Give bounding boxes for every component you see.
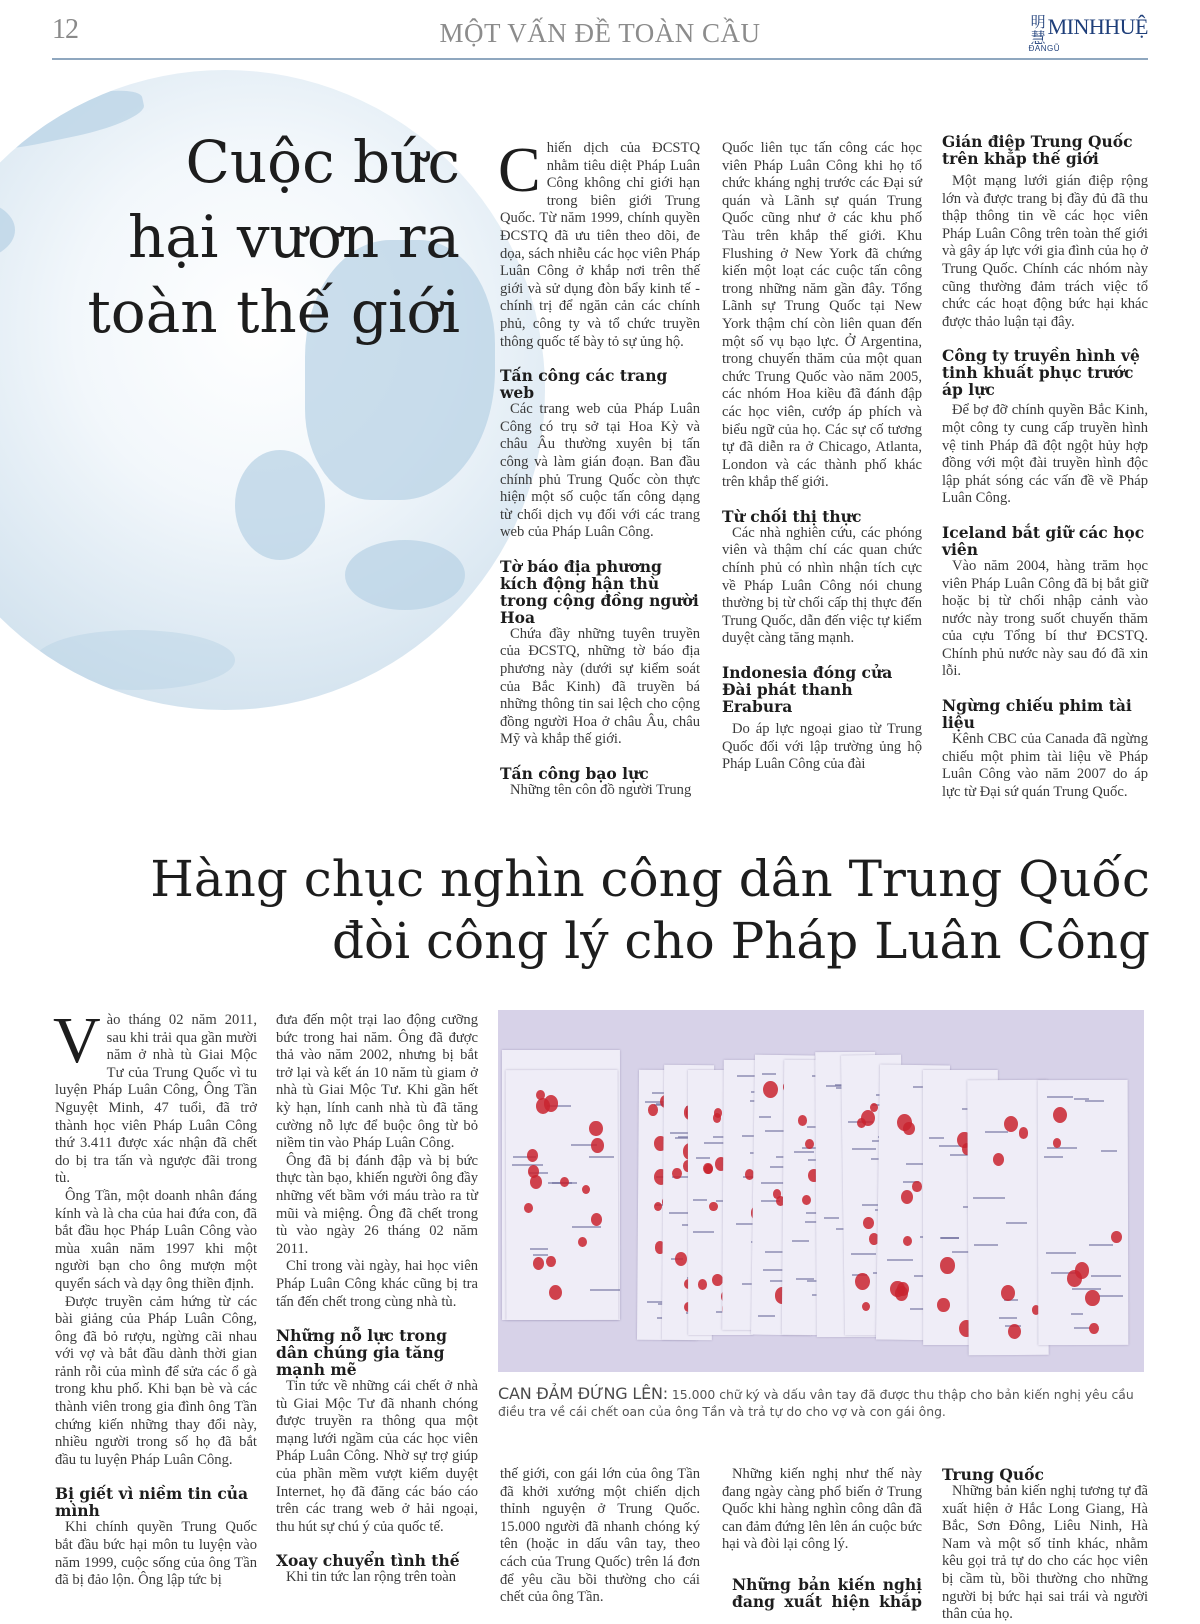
red-fingerprint [533, 1257, 544, 1270]
handwritten-signature [1046, 1252, 1076, 1254]
header-rule [52, 58, 1148, 60]
section-heading: Tờ báo địa phương kích động hận thù trong cộng đồng người Hoa [500, 556, 699, 627]
section-heading: Xoay chuyển tình thế [276, 1551, 460, 1571]
handwritten-signature [1074, 1327, 1091, 1329]
red-fingerprint [675, 1252, 687, 1266]
petition-fingerprints-photo [498, 1010, 1144, 1372]
section-body: Các trang web của Pháp Luân Công có trụ sở tại Hoa Kỳ và châu Âu thường xuyên bị tấn công và làm gián đoạn. Ban đầu chính phủ Trung Quốc còn thực hiện một số cuộc tấn công dạng từ chối dịch vụ đối với các trang web của Pháp Luân Công. [500, 401, 700, 541]
handwritten-signature [693, 1231, 714, 1233]
red-fingerprint [1085, 1290, 1099, 1307]
handwritten-signature [940, 1237, 959, 1239]
headline-line: hại vươn ra [127, 203, 460, 271]
handwritten-signature [589, 1156, 614, 1158]
red-fingerprint [698, 1279, 707, 1290]
section-heading: Những nỗ lực trong dân chúng gia tăng mạnh mẽ [276, 1326, 447, 1380]
handwritten-signature [973, 1197, 1004, 1199]
globe-landmass [235, 450, 325, 560]
drop-cap: C [498, 134, 541, 205]
section-heading-continued: Trung Quốc [942, 1465, 1044, 1484]
handwritten-signature [887, 1259, 913, 1261]
handwritten-signature [693, 1199, 707, 1201]
handwritten-signature [533, 1254, 548, 1256]
handwritten-signature [1071, 1313, 1083, 1315]
handwritten-signature [737, 1075, 757, 1077]
logo-han-bottom: 慧 [1030, 29, 1046, 47]
red-fingerprint [709, 1202, 717, 1212]
section-heading: Gián điệp Trung Quốc trên khắp thế giới [942, 132, 1133, 168]
red-fingerprint [524, 1203, 533, 1213]
section-body-continued: Quốc liên tục tấn công các học viên Pháp Luân Công khi họ tổ chức kháng nghị trước các Đại sứ quán và Lãnh sự quán Trung Quốc cũng như ở các khu phố Tàu trên khắp thế giới. Khu Flushing ở New York đã chứng kiến một loạt các cuộc tấn công trong những năm gần đây. Tổng Lãnh sự Trung Quốc tại New York thậm chí còn liên quan đến một số vụ bạo lực. Ở Argentina, trong chuyến thăm của một quan chức Trung Quốc vào năm 2005, các nhóm Hoa kiều đã đánh đập các học viên, cướp áp phích và biểu ngữ của họ. Các sự cố tương tự đã diễn ra ở Chicago, Atlanta, London và các thành phố khác trên khắp thế giới. [722, 140, 922, 491]
handwritten-signature [1089, 1244, 1113, 1246]
section-heading: Ngừng chiếu phim tài liệu [942, 696, 1132, 733]
logo-subtitle: ĐANGŨ [1028, 44, 1060, 53]
red-fingerprint [1001, 1285, 1015, 1301]
drop-cap: V [53, 1004, 101, 1077]
handwritten-signature [985, 1131, 1008, 1133]
headline-line: đòi công lý cho Pháp Luân Công [332, 912, 1150, 970]
red-fingerprint [940, 1257, 954, 1274]
globe-landmass [35, 630, 235, 690]
handwritten-signature [761, 1182, 786, 1184]
handwritten-signature [1047, 1147, 1077, 1149]
red-fingerprint [1008, 1324, 1021, 1339]
headline-persecution-worldwide [20, 125, 460, 350]
article-column-8 [942, 1466, 1148, 1624]
section-body: Vào năm 2004, hàng trăm học viên Pháp Luân Công đã bị bắt giữ hoặc bị từ chối nhập cảnh vào nước này trong suốt chuyến thăm của cựu Tổng bí thư ĐCSTQ. Chính phủ nước này sau đó đã xin lỗi. [942, 557, 1148, 680]
handwritten-signature [572, 1226, 601, 1228]
red-fingerprint [862, 1302, 870, 1311]
handwritten-signature [1101, 1150, 1117, 1152]
handwritten-signature [1085, 1100, 1104, 1102]
handwritten-signature [1072, 1288, 1101, 1290]
handwritten-signature [704, 1142, 726, 1144]
handwritten-signature [696, 1157, 710, 1159]
headline-line: toàn thế giới [87, 278, 460, 346]
article-column-7 [722, 1466, 922, 1610]
article-column-1 [498, 134, 700, 800]
section-title: MỘT VẤN ĐỀ TOÀN CẦU [439, 18, 761, 48]
red-fingerprint [672, 1168, 682, 1179]
logo-han-top: 明 [1030, 13, 1046, 31]
section-body: Khi chính quyền Trung Quốc bắt đầu bức hại môn tu luyện vào năm 1999, cuộc sống của ông Tần đã bị đảo lộn. Ông lập tức bị [55, 1519, 257, 1589]
red-fingerprint [890, 1281, 905, 1298]
handwritten-signature [670, 1132, 690, 1134]
article-column-5 [276, 1012, 478, 1587]
handwritten-signature [999, 1317, 1018, 1319]
caption-text: 15.000 chữ ký và dấu vân tay đã được thu thập cho bản kiến nghị yêu cầu điều tra về cái chết oan của ông Tần và trả tự do cho vợ và con gái ông. [498, 1387, 1134, 1419]
red-fingerprint [901, 1190, 913, 1204]
headline-citizens-demand-justice [52, 848, 1150, 972]
globe-landmass [0, 200, 15, 260]
section-body: Những kiến nghị như thế này đang ngày càng phổ biến ở Trung Quốc khi hàng nghìn công dân đã can đảm đứng lên lên án cuộc bức hại và đòi lại công lý. [722, 1466, 922, 1553]
red-fingerprint [589, 1121, 603, 1137]
red-fingerprint [1089, 1323, 1099, 1334]
section-body: Tin tức về những cái chết ở nhà tù Giai Mộc Tư đã nhanh chóng được truyền ra thông qua một mạng lưới ngầm của các học viên Pháp Luân Công. Nhờ sự trợ giúp của phần mềm vượt kiểm duyệt Internet, họ đã đăng các báo cáo trên các trang web ở hải ngoại, thu hút sự chú ý của quốc tế. [276, 1378, 478, 1535]
handwritten-signature [852, 1148, 876, 1150]
section-body: Ông đã bị đánh đập và bị bức thực tàn bạo, khiến người ông đầy những vết bầm với máu trào ra từ mũi và miệng. Ông đã chết trong tù vào ngày 26 tháng 02 năm 2011. [276, 1152, 478, 1257]
section-body: Những bản kiến nghị tương tự đã xuất hiện ở Hắc Long Giang, Hà Bắc, Sơn Đông, Liêu Ninh, Hà Nam và một số tỉnh khác, nhằm kêu gọi trả tự do cho các học viên bị cầm tù, bồi thường cho những người bị bức hại sai trái và người thân của họ. [942, 1483, 1148, 1623]
red-fingerprint [591, 1138, 604, 1153]
handwritten-signature [1091, 1275, 1121, 1277]
handwritten-signature [1044, 1156, 1063, 1158]
section-body: Để bợ đỡ chính quyền Bắc Kinh, một công ty cung cấp truyền hình vệ tinh Pháp đã đột ngột hủy hợp đồng với một đài truyền hình độc lập phát sóng các vấn đề về Pháp Luân Công. [942, 402, 1148, 507]
handwritten-signature [794, 1151, 814, 1153]
handwritten-signature [758, 1315, 775, 1317]
photo-caption [498, 1385, 1148, 1420]
handwritten-signature [1099, 1295, 1122, 1297]
section-body: Các nhà nghiên cứu, các phóng viên và thậm chí các quan chức chính phủ có nhìn nhận tích cực về Pháp Luân Công nói chung thường bị từ chối cấp thị thực đến Trung Quốc, dẫn đến việc tự kiểm duyệt càng tăng mạnh. [722, 524, 922, 647]
petition-sheet [1038, 1080, 1129, 1345]
intro-paragraph: ào tháng 02 năm 2011, sau khi trải qua gần mười năm ở nhà tù Giai Mộc Tư của Trung Quốc vì tu luyện Pháp Luân Công, Ông Tần Nguyệt Minh, 47 tuổi, đã trở thành học viên Pháp Luân Công thứ 3.411 được xác nhận đã chết do bị tra tấn và ngược đãi trong tù. [55, 1012, 257, 1187]
handwritten-signature [512, 1164, 543, 1166]
article-column-4 [53, 1004, 257, 1590]
red-fingerprint [536, 1090, 545, 1100]
section-heading: Tấn công bạo lực [500, 764, 649, 784]
handwritten-signature [952, 1251, 969, 1253]
section-heading: Indonesia đóng cửa Đài phát thanh Erabura [722, 663, 893, 717]
red-fingerprint [546, 1256, 556, 1267]
headline-line: Cuộc bức [185, 128, 460, 196]
handwritten-signature [939, 1145, 962, 1147]
handwritten-signature [1047, 1096, 1072, 1098]
section-body: Chỉ trong vài ngày, hai học viên Pháp Luân Công khác cũng bị tra tấn đến chết trong cùng nhà tù. [276, 1258, 478, 1310]
section-body: Kênh CBC của Canada đã ngừng chiếu một phim tài liệu về Pháp Luân Công vào năm 2007 do áp lực từ Đại sứ quán Trung Quốc. [942, 731, 1148, 800]
intro-paragraph: hiến dịch của ĐCSTQ nhằm tiêu diệt Pháp Luân Công không chỉ giới hạn trong biên giới Trung Quốc. Từ năm 1999, chính quyền ĐCSTQ đã ưu tiên theo dõi, đe dọa, sách nhiễu các học viên Pháp Luân Công ở khắp nơi trên thế giới và sử dụng đòn bẩy kinh tế - chính trị để ngăn cản các chính phủ, công ty và tổ chức truyền thông quốc tế bày tỏ sự ủng hộ. [500, 140, 700, 350]
handwritten-signature [762, 1073, 776, 1075]
minhhue-logo [1010, 13, 1148, 53]
red-fingerprint [903, 1236, 912, 1246]
globe-landmass [345, 540, 465, 610]
handwritten-signature [759, 1116, 771, 1118]
red-fingerprint [1067, 1270, 1082, 1287]
headline-line: Hàng chục nghìn công dân Trung Quốc [150, 850, 1150, 908]
red-fingerprint [993, 1153, 1004, 1166]
page-number: 12 [52, 14, 78, 45]
handwritten-signature [792, 1240, 809, 1242]
handwritten-signature [1006, 1222, 1028, 1224]
red-fingerprint [1019, 1127, 1029, 1138]
caption-lead: CAN ĐẢM ĐỨNG LÊN: [498, 1384, 668, 1403]
red-fingerprint [530, 1175, 542, 1189]
handwritten-signature [824, 1217, 839, 1219]
section-body: Do áp lực ngoại giao từ Trung Quốc đối với lập trường ủng hộ Pháp Luân Công của đài [722, 721, 922, 773]
red-fingerprint [536, 1098, 550, 1114]
handwritten-signature [851, 1253, 877, 1255]
red-fingerprint [912, 1181, 921, 1192]
section-body-continued: thế giới, con gái lớn của ông Tần đã khởi xướng một chiến dịch thỉnh nguyện ở Trung Quốc. 15.000 người đã nhanh chóng ký tên (hoặc in dấu vân tay, theo cách của Trung Quốc) trên lá đơn để yêu cầu bồi thường cho cái chết của ông Tần. [500, 1466, 700, 1606]
body-paragraph: Ông Tần, một doanh nhân đáng kính và là cha của hai đứa con, đã bắt đầu học Pháp Luân Công vào mùa xuân năm 1997 khi một người bạn cho ông mượn một quyển sách và dạy ông thiền định. [55, 1187, 257, 1292]
handwritten-signature [929, 1137, 944, 1139]
article-column-2 [722, 140, 922, 774]
section-heading: Công ty truyền hình vệ tinh khuất phục trước áp lực [942, 346, 1140, 400]
article-column-6 [500, 1466, 700, 1607]
red-fingerprint [712, 1274, 723, 1287]
section-body: Khi tin tức lan rộng trên toàn [286, 1569, 457, 1586]
section-heading: Từ chối thị thực [722, 506, 862, 526]
article-column-3 [942, 133, 1148, 801]
section-heading: Những bản kiến nghị đang xuất hiện khắp [732, 1574, 922, 1611]
logo-brand: MINHHUỆ [1047, 14, 1148, 39]
body-paragraph: Được truyền cảm hứng từ các bài giảng của Pháp Luân Công, ông đã bỏ rượu, ngừng cãi nhau với vợ và bắt đầu dành thời gian rảnh rỗi của mình để sửa các ổ gà trong khu phố. Khi bạn bè và các thành viên trong gia đình ông Tần chứng kiến những thay đổi này, nhiều người trong số họ đã bắt đầu tu luyện Pháp Luân Công. [55, 1293, 257, 1468]
section-heading: Tấn công các trang web [500, 366, 668, 403]
petition-sheet [506, 1070, 619, 1320]
handwritten-signature [974, 1244, 998, 1246]
logo-han-characters [1031, 14, 1046, 46]
handwritten-signature [530, 1248, 547, 1250]
section-body: Một mạng lưới gián điệp rộng lớn và được trang bị đầy đủ đã thu thập thông tin về các học viên Pháp Luân Công trên toàn thế giới và gây áp lực với gia đình của họ ở Trung Quốc. Chính các nhóm này cũng thường đảm trách việc tổ chức các hoạt động bức hại khác được thảo luận tại đây. [942, 173, 1148, 330]
section-heading: Iceland bắt giữ các học viên [942, 522, 1145, 559]
section-body-continued: đưa đến một trại lao động cưỡng bức trong hai năm. Ông đã được thả vào năm 2002, nhưng bị bắt trở lại và kết án 10 năm tù giam ở nhà tù Giai Mộc Tư. Khi gần hết kỳ hạn, lính canh nhà tù đã tăng cường nỗ lực để buộc ông từ bỏ niềm tin vào Pháp Luân Công. [276, 1012, 478, 1152]
section-body: Những tên côn đồ người Trung [510, 782, 692, 799]
section-body: Chứa đầy những tuyên truyền của ĐCSTQ, những tờ báo địa phương này (dưới sự kiểm soát của Bắc Kinh) đã truyền bá những thông tin sai lệch cho cộng đồng người Hoa ở châu Âu, châu Mỹ và khắp thế giới. [500, 625, 700, 748]
red-fingerprint [763, 1081, 778, 1098]
handwritten-signature [590, 1289, 619, 1291]
section-heading: Bị giết vì niềm tin của mình [55, 1484, 249, 1521]
